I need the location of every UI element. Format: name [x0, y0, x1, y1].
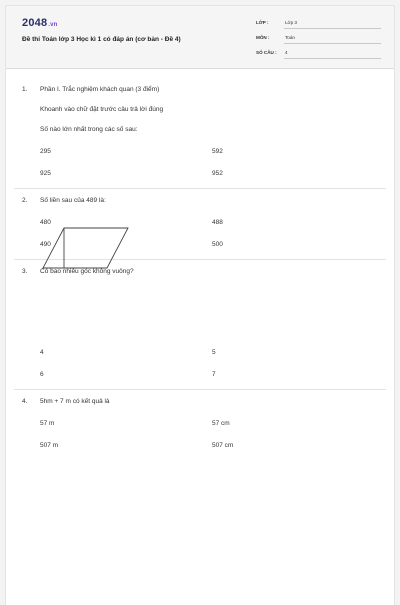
meta-subject-field [284, 32, 381, 44]
question-1-number: 1. [22, 86, 28, 93]
question-1-option-c[interactable]: 925 [40, 170, 51, 177]
question-2-prompt: Số liền sau của 489 là: [40, 197, 106, 204]
question-1-line-1: Phần I. Trắc nghiệm khách quan (3 điểm) [40, 86, 160, 93]
question-1-prompt: Số nào lớn nhất trong các số sau: [40, 126, 138, 133]
question-1-line-2: Khoanh vào chữ đặt trước câu trả lời đúng [40, 106, 164, 113]
question-3-option-d[interactable]: 7 [212, 371, 216, 378]
question-4-number: 4. [22, 398, 28, 405]
site-logo[interactable] [22, 17, 58, 29]
question-4-option-d[interactable]: 507 cm [212, 442, 234, 449]
meta-count-field [284, 47, 381, 59]
question-3-option-a[interactable]: 4 [40, 349, 44, 356]
question-4-prompt: 5hm + 7 m có kết quả là [40, 398, 110, 405]
question-2-option-d[interactable]: 500 [212, 241, 223, 248]
question-3-option-b[interactable]: 5 [212, 349, 216, 356]
question-2-option-b[interactable]: 488 [212, 219, 223, 226]
divider [14, 188, 386, 189]
header [6, 6, 394, 69]
question-3-number: 3. [22, 268, 28, 275]
question-2-number: 2. [22, 197, 28, 204]
question-4-option-c[interactable]: 507 m [40, 442, 59, 449]
meta-class-label: LỚP : [256, 20, 269, 25]
divider [14, 389, 386, 390]
meta-subject [256, 32, 382, 44]
question-4-option-a[interactable]: 57 m [40, 420, 55, 427]
question-4-option-b[interactable]: 57 cm [212, 420, 230, 427]
meta-count-label: SỐ CÂU : [256, 50, 277, 55]
meta-subject-value: Toán [285, 35, 295, 40]
meta-subject-label: MÔN : [256, 35, 270, 40]
meta-count [256, 47, 382, 59]
question-3-option-c[interactable]: 6 [40, 371, 44, 378]
page-title: Đề thi Toán lớp 3 Học kì 1 có đáp án (cơ bản - Đề 4) [22, 36, 181, 43]
question-1-option-d[interactable]: 952 [212, 170, 223, 177]
exam-sheet [5, 5, 395, 605]
meta-class [256, 17, 382, 29]
meta-count-value: 4 [285, 50, 288, 55]
question-3-prompt: Có bao nhiêu góc không vuông? [40, 268, 134, 275]
logo-suffix: .vn [48, 22, 58, 28]
parallelogram-figure [42, 227, 136, 271]
question-1-option-a[interactable]: 295 [40, 148, 51, 155]
meta-class-value: Lớp 3 [285, 20, 297, 25]
question-2-option-a[interactable]: 480 [40, 219, 51, 226]
logo-text: 2048 [22, 17, 48, 29]
question-1-option-b[interactable]: 592 [212, 148, 223, 155]
meta-class-field [284, 17, 381, 29]
parallelogram-shape [43, 228, 128, 268]
question-2-option-c[interactable]: 490 [40, 241, 51, 248]
